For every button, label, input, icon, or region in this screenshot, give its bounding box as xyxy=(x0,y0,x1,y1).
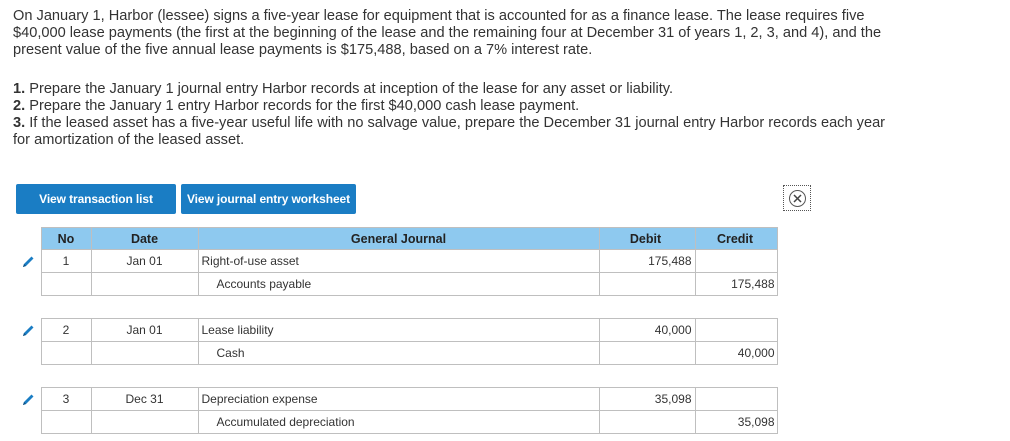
entry-date: Dec 31 xyxy=(91,388,198,411)
table-row xyxy=(16,250,777,273)
edit-entry-2[interactable] xyxy=(16,319,41,342)
requirement-text: Prepare the January 1 entry Harbor records for the first $40,000 cash lease payment. xyxy=(25,98,580,114)
view-transaction-list-button[interactable]: View transaction list xyxy=(16,184,176,214)
requirement-3 xyxy=(13,115,998,132)
debit-amount: 35,098 xyxy=(599,388,695,411)
credit-amount: 40,000 xyxy=(695,342,777,365)
header-date: Date xyxy=(91,228,198,250)
general-journal-table xyxy=(16,227,778,434)
close-button[interactable] xyxy=(783,185,811,211)
header-spacer xyxy=(16,228,41,250)
problem-statement xyxy=(13,8,998,59)
view-journal-entry-worksheet-button[interactable]: View journal entry worksheet xyxy=(181,184,356,214)
header-credit: Credit xyxy=(695,228,777,250)
pencil-icon xyxy=(22,393,35,406)
header-general-journal: General Journal xyxy=(198,228,599,250)
close-circle-icon xyxy=(789,190,806,207)
edit-entry-1[interactable] xyxy=(16,250,41,273)
credit-account: Accounts payable xyxy=(198,273,599,296)
credit-account: Cash xyxy=(198,342,599,365)
requirement-text: Prepare the January 1 journal entry Harbor records at inception of the lease for any asset or liability. xyxy=(25,81,674,97)
requirement-1 xyxy=(13,81,998,98)
problem-line: On January 1, Harbor (lessee) signs a five-year lease for equipment that is accounted for as a finance lease. The lease requires five xyxy=(13,8,865,24)
table-row xyxy=(16,319,777,342)
debit-amount: 175,488 xyxy=(599,250,695,273)
requirements-list xyxy=(13,81,998,149)
debit-amount: 40,000 xyxy=(599,319,695,342)
pencil-icon xyxy=(22,324,35,337)
requirement-number: 2. xyxy=(13,98,26,114)
requirement-number: 1. xyxy=(13,81,26,97)
edit-entry-3[interactable] xyxy=(16,388,41,411)
pencil-icon xyxy=(22,255,35,268)
entry-no: 3 xyxy=(41,388,91,411)
requirement-text: If the leased asset has a five-year useful life with no salvage value, prepare the December 31 journal entry Harbor records each year xyxy=(25,115,886,131)
table-row xyxy=(16,411,777,434)
problem-line: $40,000 lease payments (the first at the beginning of the lease and the remaining four at December 31 of years 1, 2, 3, and 4), and the xyxy=(13,25,882,41)
debit-account: Right-of-use asset xyxy=(198,250,599,273)
entry-date: Jan 01 xyxy=(91,319,198,342)
entry-date: Jan 01 xyxy=(91,250,198,273)
header-debit: Debit xyxy=(599,228,695,250)
table-row xyxy=(16,273,777,296)
credit-amount-empty xyxy=(695,250,777,273)
credit-amount: 175,488 xyxy=(695,273,777,296)
header-no: No xyxy=(41,228,91,250)
requirement-3-continued: for amortization of the leased asset. xyxy=(13,132,245,148)
table-row xyxy=(16,342,777,365)
row-spacer xyxy=(16,365,777,388)
debit-account: Depreciation expense xyxy=(198,388,599,411)
credit-amount: 35,098 xyxy=(695,411,777,434)
entry-no: 2 xyxy=(41,319,91,342)
table-row xyxy=(16,388,777,411)
credit-account: Accumulated depreciation xyxy=(198,411,599,434)
requirement-number: 3. xyxy=(13,115,26,131)
problem-line: present value of the five annual lease payments is $175,488, based on a 7% interest rate. xyxy=(13,42,593,58)
table-header-row xyxy=(16,228,777,250)
debit-account: Lease liability xyxy=(198,319,599,342)
requirement-2 xyxy=(13,98,998,115)
entry-no: 1 xyxy=(41,250,91,273)
row-spacer xyxy=(16,296,777,319)
